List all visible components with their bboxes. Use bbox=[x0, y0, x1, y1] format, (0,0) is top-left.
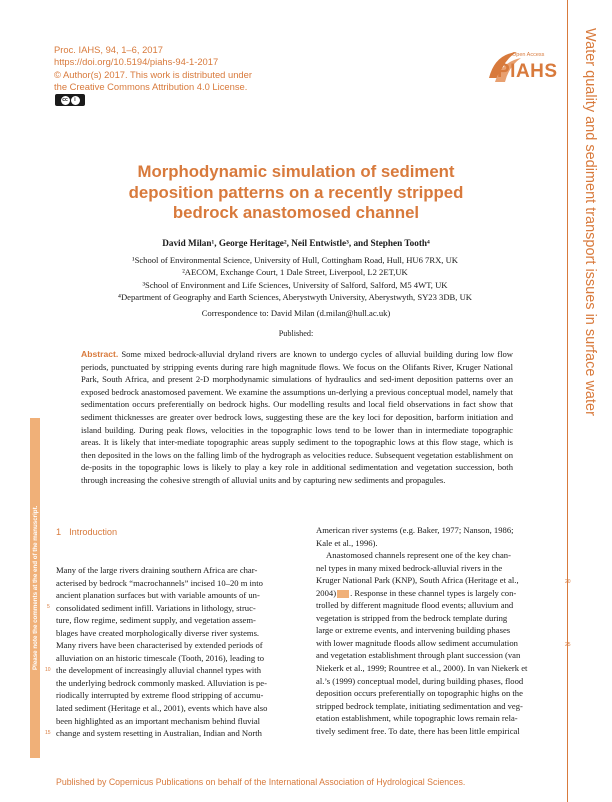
right-column-line: vegetation is stripped from the bedrock template during bbox=[316, 612, 508, 623]
affiliations bbox=[60, 254, 530, 303]
cc-icon: cc bbox=[62, 97, 68, 103]
right-column-line: deposition occurs preferentially on topographic highs on the bbox=[316, 688, 523, 699]
affiliation-2: ²AECOM, Exchange Court, 1 Dale Street, Liverpool, L2 2ET,UK bbox=[182, 267, 408, 278]
by-icon: i bbox=[71, 96, 80, 105]
right-column-line: trolled by different magnitude flood events; alluvium and bbox=[316, 600, 514, 611]
abstract-text: Some mixed bedrock-alluvial dryland rivers are known to undergo cycles of alluvial building during low flow periods, punctuated by stripping events during rare high magnitude flows. We focus on the Olifants River, Kruger National Park, South Africa, and present 2-D morphodynamic simulations of hydraulics and sed-iment deposition patterns over an exposed bedrock anastomosed pavement. We examine the assumptions un-derlying a previous conceptual model, namely that sedimentation occurs preferentially on bedrock highs. Our modelling results and local field observations in fact show that sediment thicknesses are greater over bedrock lows, suggesting these are the key loci for deposition, barform initiation and island building. During peak flows, velocities in the topographic lows tend to be lower than in intermediate topographic areas. It is likely that inter-mediate topographic areas supply sediment to the topographic lows at this flow stage, which is then deposited in the lows on the falling limb of the hydrograph as velocities reduce. Subsequent vegetation establishment on de-posits in the topographic lows is likely to play a key role in additional sedimentation and vegetation succession, both through increasing the cohesive strength of alluvial units and by capturing new sediments and propagules. bbox=[81, 349, 513, 485]
comment-strip-text: Please note the comments at the end of the manuscript. bbox=[32, 505, 39, 671]
section-title: Introduction bbox=[69, 527, 118, 537]
right-column-line: tively sediment free. To date, there has been little empirical bbox=[316, 725, 520, 736]
right-column-line: with lower magnitude floods allow sediment accumulation bbox=[316, 637, 518, 648]
right-column-line: nel types in many mixed bedrock-alluvial rivers in the bbox=[316, 562, 503, 573]
line-number: 25 bbox=[565, 642, 571, 648]
publisher-footer: Published by Copernicus Publications on behalf of the International Association of Hydrological Sciences. bbox=[56, 777, 466, 787]
open-access-label: Open Access bbox=[512, 52, 545, 58]
left-column-line: Many rivers have been characterised by extended periods of bbox=[56, 640, 263, 651]
right-column-line: Anastomosed channels represent one of the key chan- bbox=[326, 550, 511, 561]
journal-logo-word: PIAHS bbox=[497, 61, 558, 82]
continuation-text: . Response in these channel types is largely con- bbox=[350, 587, 517, 598]
creative-commons-badge[interactable] bbox=[55, 94, 85, 106]
left-column-line: been highlighted as an important mechanism behind fluvial bbox=[56, 715, 261, 726]
affiliation-1: ¹School of Environmental Science, University of Hull, Cottingham Road, Hull, HU6 7RX, UK bbox=[132, 255, 458, 265]
body-column-left bbox=[56, 564, 301, 740]
published-line: Published: bbox=[278, 329, 314, 338]
section-number: 1 bbox=[56, 527, 62, 537]
affiliation-3: ³School of Environment and Life Sciences, University of Salford, Salford, M5 4WT, UK bbox=[142, 279, 448, 290]
left-column-line: change and system resetting in Australian, Indian and North bbox=[56, 728, 262, 739]
line-number: 15 bbox=[45, 730, 51, 736]
left-column-line: riodically interrupted by extreme flood stripping of accumu- bbox=[56, 690, 264, 701]
left-column-line: the development of increasingly alluvial channel types with bbox=[56, 665, 261, 676]
comment-marker-icon[interactable] bbox=[337, 590, 349, 598]
license-line: the Creative Commons Attribution 4.0 License. bbox=[54, 81, 248, 93]
author-list: David Milan¹, George Heritage², Neil Entwistle³, and Stephen Tooth⁴ bbox=[162, 238, 430, 248]
right-column-line: large or extreme events, and intervening building phases bbox=[316, 625, 511, 636]
left-column-line: acterised by bedrock “macrochannels” incised 10–20 m into bbox=[56, 577, 263, 588]
left-column-line: lated sediment (Heritage et al., 2001), events which have also bbox=[56, 703, 268, 714]
correspondence-line: Correspondence to: David Milan (d.milan@hull.ac.uk) bbox=[201, 308, 391, 318]
copyright-line: © Author(s) 2017. This work is distributed under bbox=[54, 68, 252, 80]
left-column-line: ancient planation surfaces but with variable amounts of un- bbox=[56, 590, 260, 601]
section-heading bbox=[56, 527, 125, 537]
paper-title: Morphodynamic simulation of sediment deposition patterns on a recently stripped bedrock anastomosed channel bbox=[128, 162, 464, 222]
right-column-line: Kale et al., 1996). bbox=[316, 537, 378, 548]
right-column-line: Niekerk et al., 1999; Rountree et al., 2000). In van Niekerk et bbox=[316, 663, 528, 674]
citation-text: 2004) bbox=[316, 587, 337, 598]
right-column-line: Kruger National Park (KNP), South Africa (Heritage et al., bbox=[316, 575, 519, 586]
right-column-line: al.’s (1999) conceptual model, during building phases, flood bbox=[316, 675, 524, 686]
left-column-line: consolidated sediment infill. Variations in lithology, struc- bbox=[56, 602, 256, 613]
journal-citation: Proc. IAHS, 94, 1–6, 2017 bbox=[54, 44, 163, 55]
header-meta bbox=[54, 44, 252, 94]
right-column-line: etation establishment, while topographic lows remain rela- bbox=[316, 713, 518, 724]
right-column-line bbox=[316, 587, 562, 600]
left-column-line: ture, flow regime, sediment supply, and vegetation assem- bbox=[56, 615, 256, 626]
abstract-label: Abstract. bbox=[81, 349, 119, 359]
line-number: 10 bbox=[45, 667, 51, 673]
right-column-line: American river systems (e.g. Baker, 1977; Nanson, 1986; bbox=[316, 525, 514, 535]
right-column-line: stripped bedrock template, initiating sedimentation and veg- bbox=[316, 700, 523, 711]
left-column-line: blages have created morphologically diverse river systems. bbox=[56, 627, 260, 638]
left-column-line: Many of the large rivers draining southern Africa are char- bbox=[56, 565, 258, 575]
affiliation-4: ⁴Department of Geography and Earth Sciences, Aberystwyth University, Aberystwyth, SY23 3DB, UK bbox=[117, 291, 472, 302]
abstract bbox=[81, 348, 513, 487]
left-column-line: alluviation on an historic timescale (Tooth, 2016), leading to bbox=[56, 652, 264, 663]
journal-side-band-text: Water quality and sediment transport issues in surface water bbox=[582, 28, 598, 416]
right-column-line: and vegetation establishment through plant succession (van bbox=[316, 650, 521, 661]
doi-link[interactable]: https://doi.org/10.5194/piahs-94-1-2017 bbox=[54, 56, 219, 68]
body-column-right bbox=[316, 524, 562, 737]
line-number: 5 bbox=[47, 604, 50, 610]
left-column-line: the underlying bedrock commonly masked. Alluviation is pe- bbox=[56, 677, 267, 688]
line-number: 20 bbox=[565, 579, 571, 585]
